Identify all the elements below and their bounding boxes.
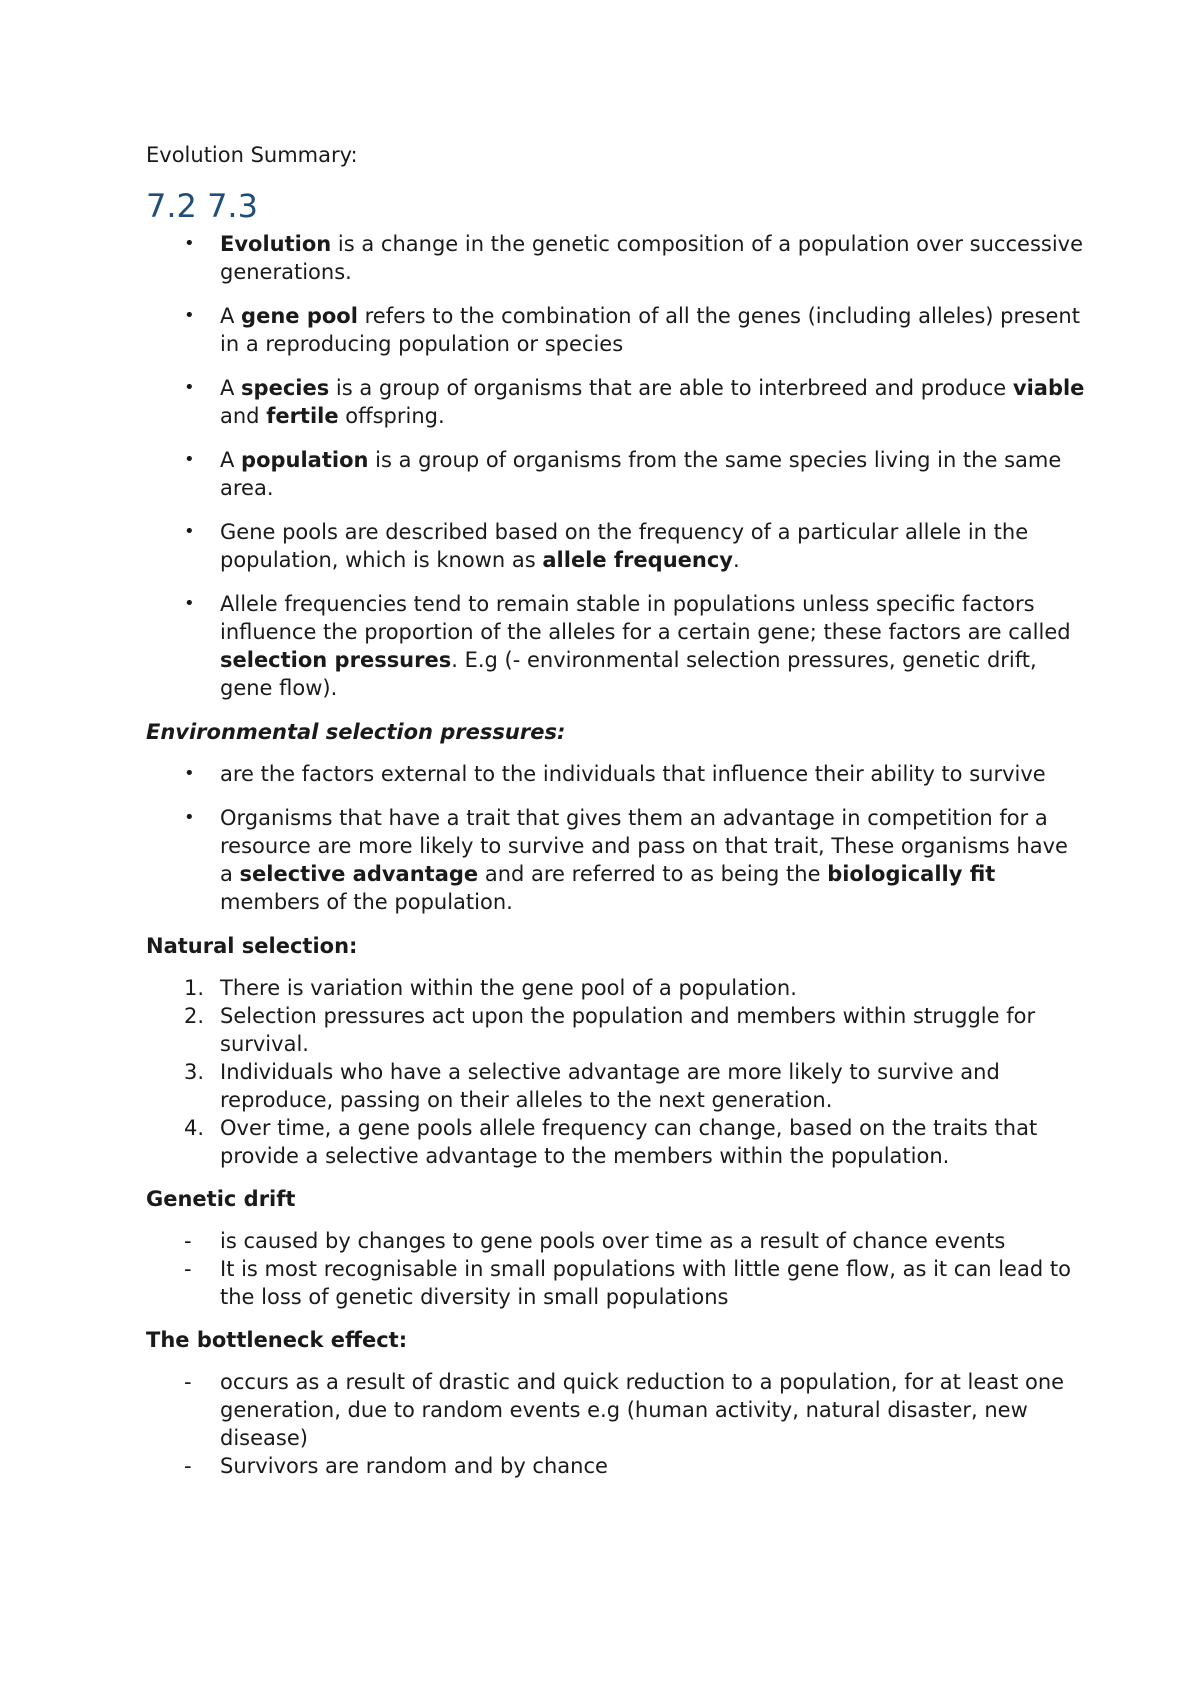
list-item: • Gene pools are described based on the frequency of a particular allele in the population, which is known as allele frequency. bbox=[146, 518, 1086, 574]
document-page bbox=[146, 141, 1086, 1480]
list-item: • Allele frequencies tend to remain stable in populations unless specific factors influence the proportion of the alleles for a certain gene; these factors are called selection pressures. E.g (- environmental selection pressures, genetic drift, gene flow). bbox=[146, 590, 1086, 702]
natural-selection-heading: Natural selection: bbox=[146, 934, 358, 958]
genetic-drift-list bbox=[146, 1227, 1086, 1311]
list-item: 1. There is variation within the gene pool of a population. bbox=[184, 976, 797, 1000]
bottleneck-heading: The bottleneck effect: bbox=[146, 1328, 408, 1352]
list-item: - occurs as a result of drastic and quick reduction to a population, for at least one generation, due to random events e.g (human activity, natural disaster, new disease) bbox=[146, 1368, 1086, 1452]
list-item: • are the factors external to the individuals that influence their ability to survive bbox=[146, 760, 1086, 788]
list-item: 4. Over time, a gene pools allele frequency can change, based on the traits that provide a selective advantage to the members within the population. bbox=[184, 1116, 1038, 1168]
list-item: 2. Selection pressures act upon the population and members within struggle for survival. bbox=[184, 1004, 1036, 1056]
list-item: • Evolution is a change in the genetic composition of a population over successive generations. bbox=[146, 230, 1086, 286]
natural-selection-list bbox=[146, 974, 1086, 1170]
genetic-drift-heading: Genetic drift bbox=[146, 1187, 296, 1211]
document-title: Evolution Summary: bbox=[146, 143, 358, 167]
section-heading: 7.2 7.3 bbox=[146, 187, 258, 225]
list-item: • A population is a group of organisms from the same species living in the same area. bbox=[146, 446, 1086, 502]
list-item: - It is most recognisable in small populations with little gene flow, as it can lead to the loss of genetic diversity in small populations bbox=[146, 1255, 1086, 1311]
list-item: - is caused by changes to gene pools over time as a result of chance events bbox=[146, 1227, 1086, 1255]
definitions-list bbox=[146, 230, 1086, 702]
list-item: 3. Individuals who have a selective advantage are more likely to survive and reproduce, passing on their alleles to the next generation. bbox=[184, 1060, 1000, 1112]
environmental-heading: Environmental selection pressures: bbox=[146, 720, 566, 744]
list-item: • Organisms that have a trait that gives them an advantage in competition for a resource are more likely to survive and pass on that trait, These organisms have a selective advantage and are referred to as being the biologically fit members of the population. bbox=[146, 804, 1086, 916]
bottleneck-list bbox=[146, 1368, 1086, 1480]
environmental-list bbox=[146, 760, 1086, 916]
list-item: • A species is a group of organisms that are able to interbreed and produce viable and fertile offspring. bbox=[146, 374, 1086, 430]
list-item: • A gene pool refers to the combination of all the genes (including alleles) present in a reproducing population or species bbox=[146, 302, 1086, 358]
list-item: - Survivors are random and by chance bbox=[146, 1452, 1086, 1480]
